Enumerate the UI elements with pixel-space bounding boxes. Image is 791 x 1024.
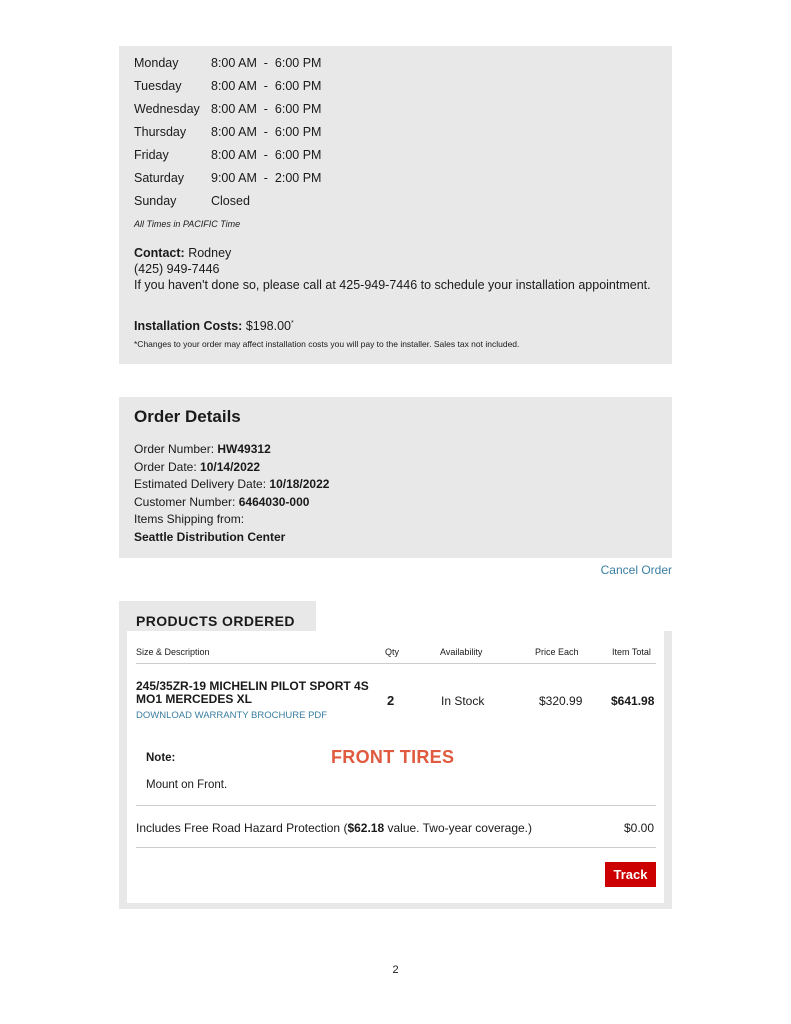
column-header-availability: Availability: [440, 647, 483, 657]
contact-phone: (425) 949-7446: [134, 262, 220, 276]
installation-marker: *: [291, 319, 294, 327]
installation-note: *Changes to your order may affect installation costs you will pay to the installer. Sales tax not included.: [134, 339, 520, 349]
delivery-date-label: Estimated Delivery Date:: [134, 477, 267, 491]
column-header-description: Size & Description: [136, 647, 210, 657]
order-number: HW49312: [217, 442, 271, 456]
installation-amount: $198.00: [245, 319, 292, 333]
customer-number-line: [134, 494, 329, 512]
column-header-qty: Qty: [385, 647, 400, 657]
products-table: [127, 631, 664, 903]
hours-day: Saturday: [134, 171, 185, 185]
products-ordered-title: PRODUCTS ORDERED: [136, 613, 295, 629]
track-button[interactable]: Track: [605, 862, 656, 887]
hours-time: 8:00 AM - 6:00 PM: [211, 56, 322, 70]
order-date-line: [134, 459, 329, 477]
products-ordered-panel: [119, 631, 672, 909]
product-item-total: $641.98: [611, 694, 655, 708]
hours-day: Thursday: [134, 125, 187, 139]
delivery-date: 10/18/2022: [269, 477, 330, 491]
column-header-item-total: Item Total: [612, 647, 651, 657]
hours-time: 8:00 AM - 6:00 PM: [211, 102, 322, 116]
hours-day: Sunday: [134, 194, 177, 208]
product-description: 245/35ZR-19 MICHELIN PILOT SPORT 4S MO1 MERCEDES XL: [136, 679, 369, 706]
contact-label: Contact:: [134, 246, 185, 260]
hazard-value: $62.18: [347, 821, 385, 835]
order-details-panel: [119, 397, 672, 558]
row-divider: [136, 805, 656, 806]
note-highlight: FRONT TIRES: [331, 747, 455, 767]
installation-costs: [134, 319, 294, 333]
page-number: 2: [392, 964, 399, 976]
order-number-label: Order Number:: [134, 442, 215, 456]
cancel-order-link[interactable]: Cancel Order: [600, 563, 672, 577]
header-divider: [136, 663, 656, 664]
product-availability: In Stock: [441, 694, 485, 708]
store-hours-panel: [119, 46, 672, 364]
installation-label: Installation Costs:: [134, 319, 243, 333]
hazard-prefix: Includes Free Road Hazard Protection (: [136, 821, 348, 835]
product-qty: 2: [387, 693, 395, 708]
customer-number: 6464030-000: [238, 494, 310, 509]
contact-message: If you haven't done so, please call at 425-949-7446 to schedule your installation appointment.: [134, 278, 651, 292]
hours-day: Friday: [134, 148, 169, 162]
hazard-suffix: value. Two-year coverage.): [384, 821, 532, 835]
column-header-price-each: Price Each: [535, 647, 579, 657]
contact-block: [134, 245, 651, 293]
warranty-brochure-link[interactable]: DOWNLOAD WARRANTY BROCHURE PDF: [136, 710, 328, 721]
hours-day: Tuesday: [134, 79, 182, 93]
hours-time: 9:00 AM - 2:00 PM: [211, 171, 322, 185]
contact-name: Rodney: [188, 246, 232, 260]
order-details-lines: [134, 441, 329, 546]
hours-day: Monday: [134, 56, 179, 70]
hours-day: Wednesday: [134, 102, 200, 116]
note-text: Mount on Front.: [146, 779, 228, 791]
order-details-title: Order Details: [134, 407, 241, 426]
delivery-date-line: [134, 476, 329, 494]
order-date-label: Order Date:: [134, 459, 197, 474]
row-divider: [136, 847, 656, 848]
product-price-each: $320.99: [539, 694, 583, 708]
customer-number-label: Customer Number:: [134, 494, 236, 509]
road-hazard-protection: [136, 821, 532, 835]
timezone-note: All Times in PACIFIC Time: [134, 219, 241, 229]
shipping-from-label: Items Shipping from:: [134, 512, 245, 526]
hours-time: 8:00 AM - 6:00 PM: [211, 79, 322, 93]
shipping-from-location: Seattle Distribution Center: [134, 529, 286, 544]
hours-time: 8:00 AM - 6:00 PM: [211, 148, 322, 162]
order-number-line: [134, 441, 329, 459]
hazard-price: $0.00: [624, 821, 655, 835]
note-label: Note:: [146, 752, 176, 764]
hours-time: Closed: [211, 194, 250, 208]
order-date: 10/14/2022: [200, 459, 261, 474]
products-ordered-tab: [119, 601, 316, 633]
hours-time: 8:00 AM - 6:00 PM: [211, 125, 322, 139]
